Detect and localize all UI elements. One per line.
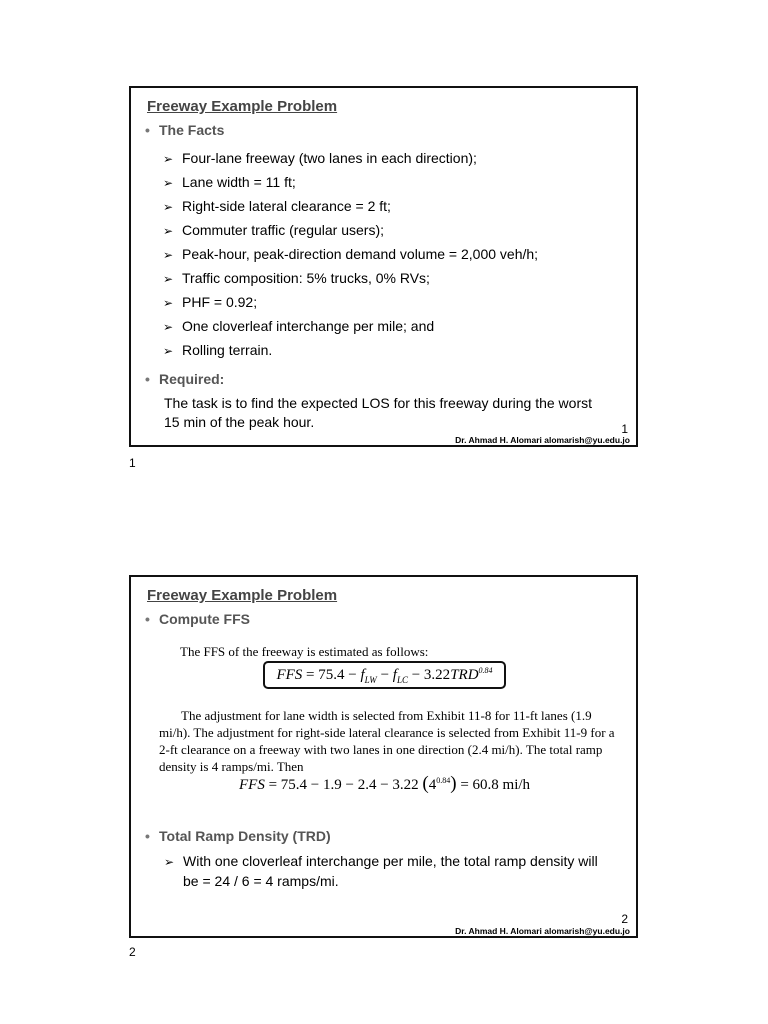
slide-title: Freeway Example Problem	[147, 98, 338, 115]
facts-list	[163, 146, 538, 362]
arrow-bullet-icon: ➢	[163, 176, 174, 190]
compute-heading: • Compute FFS	[145, 611, 250, 627]
trd-text	[164, 852, 598, 891]
facts-heading: • The Facts	[145, 122, 225, 138]
arrow-bullet-icon: ➢	[163, 272, 174, 286]
list-item: ➢ One cloverleaf interchange per mile; and	[163, 314, 538, 338]
page-number: 2	[129, 945, 136, 959]
slide-page-number: 2	[621, 912, 628, 926]
arrow-bullet-icon: ➢	[163, 152, 174, 166]
bullet-icon: •	[145, 611, 150, 627]
bullet-icon: •	[145, 828, 150, 844]
list-item: ➢ Peak-hour, peak-direction demand volume = 2,000 veh/h;	[163, 242, 538, 266]
list-item: ➢ Four-lane freeway (two lanes in each direction);	[163, 146, 538, 170]
ffs-formula-box	[263, 661, 506, 689]
slide-2	[129, 575, 638, 938]
trd-line-1: ➢ With one cloverleaf interchange per mile, the total ramp density will	[164, 852, 598, 872]
list-item: ➢ Rolling terrain.	[163, 338, 538, 362]
ffs-calculation: FFS = 75.4 − 1.9 − 2.4 − 3.22 $(4^{0.84}) = 60.8$ mi/h	[239, 773, 531, 794]
bullet-icon: •	[145, 122, 150, 138]
slide-1	[129, 86, 638, 447]
arrow-bullet-icon: ➢	[163, 224, 174, 238]
required-line-2: 15 min of the peak hour.	[164, 414, 315, 430]
ffs-intro: The FFS of the freeway is estimated as follows:	[180, 644, 429, 659]
list-item: ➢ PHF = 0.92;	[163, 290, 538, 314]
trd-heading: • Total Ramp Density (TRD)	[145, 828, 331, 844]
list-item: ➢ Lane width = 11 ft;	[163, 170, 538, 194]
page-number: 1	[129, 456, 136, 470]
slide-page-number: 1	[621, 422, 628, 436]
slide-footer: Dr. Ahmad H. Alomari alomarish@yu.edu.jo	[455, 435, 630, 445]
list-item: ➢ Right-side lateral clearance = 2 ft;	[163, 194, 538, 218]
arrow-bullet-icon: ➢	[163, 296, 174, 310]
bullet-icon: •	[145, 371, 150, 387]
arrow-bullet-icon: ➢	[163, 344, 174, 358]
adjustment-text: The adjustment for lane width is selected from Exhibit 11-8 for 11-ft lanes (1.9 mi/h). The adjustment for right-side lateral clearance is selected from Exhibit 11-9 for a 2-ft clearance on a freeway with two lanes in one direction (2.4 mi/h). The total ramp density is 4 ramps/mi. Then	[159, 708, 615, 774]
list-item: ➢ Traffic composition: 5% trucks, 0% RVs;	[163, 266, 538, 290]
required-text	[164, 394, 592, 432]
list-item: ➢ Commuter traffic (regular users);	[163, 218, 538, 242]
ffs-formula: FFS = $75.4 - f_{LW} - f_{LC} - 3.22TRD^{0.84}$	[276, 665, 493, 685]
arrow-bullet-icon: ➢	[163, 320, 174, 334]
slide-title: Freeway Example Problem	[147, 587, 338, 604]
arrow-bullet-icon: ➢	[163, 248, 174, 262]
arrow-bullet-icon: ➢	[163, 200, 174, 214]
trd-line-2: be = 24 / 6 = 4 ramps/mi.	[183, 873, 339, 889]
slide-footer: Dr. Ahmad H. Alomari alomarish@yu.edu.jo	[455, 926, 630, 936]
arrow-bullet-icon: ➢	[164, 855, 175, 869]
required-heading: • Required:	[145, 371, 225, 387]
required-line-1: The task is to find the expected LOS for this freeway during the worst	[164, 395, 592, 411]
